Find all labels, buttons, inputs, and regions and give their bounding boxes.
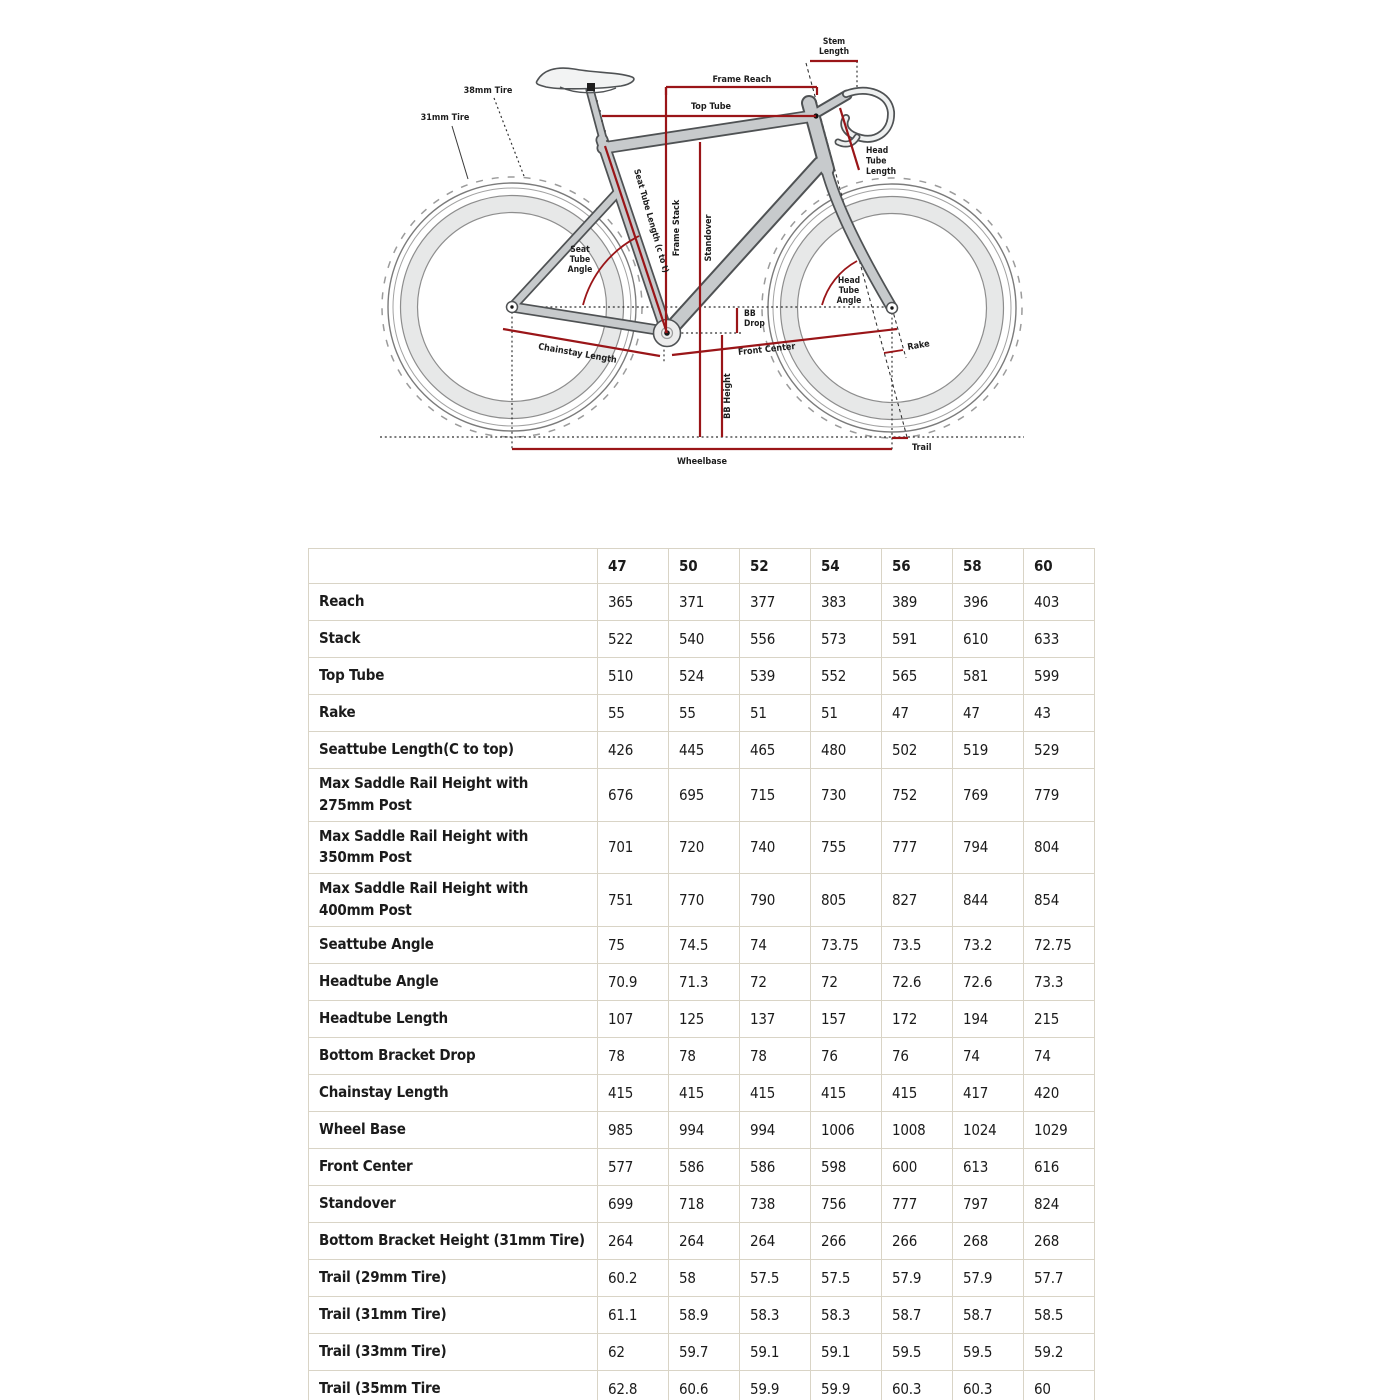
spec-value: 824 xyxy=(1024,1185,1095,1222)
spec-value: 57.7 xyxy=(1024,1259,1095,1296)
spec-value: 598 xyxy=(811,1148,882,1185)
spec-label: Reach xyxy=(309,584,598,621)
rear-hub xyxy=(507,302,518,313)
spec-value: 73.3 xyxy=(1024,963,1095,1000)
spec-value: 510 xyxy=(598,658,669,695)
spec-value: 720 xyxy=(669,821,740,874)
spec-value: 70.9 xyxy=(598,963,669,1000)
spec-value: 524 xyxy=(669,658,740,695)
table-row xyxy=(309,926,1095,963)
spec-label: Max Saddle Rail Height with 400mm Post xyxy=(309,874,598,927)
spec-value: 59.5 xyxy=(882,1333,953,1370)
spec-value: 718 xyxy=(669,1185,740,1222)
bb-drop-label: BB Drop xyxy=(744,309,765,329)
spec-label: Rake xyxy=(309,695,598,732)
head-tube-angle-label: Head Tube Angle xyxy=(836,276,862,306)
size-column-header: 56 xyxy=(882,549,953,584)
spec-value: 751 xyxy=(598,874,669,927)
spec-label: Standover xyxy=(309,1185,598,1222)
spec-label: Seattube Angle xyxy=(309,926,598,963)
spec-value: 72 xyxy=(811,963,882,1000)
spec-value: 752 xyxy=(882,769,953,822)
spec-value: 755 xyxy=(811,821,882,874)
spec-value: 794 xyxy=(953,821,1024,874)
spec-value: 71.3 xyxy=(669,963,740,1000)
spec-value: 701 xyxy=(598,821,669,874)
tire-38-label: 38mm Tire xyxy=(463,86,513,96)
spec-label: Trail (35mm Tire xyxy=(309,1370,598,1400)
spec-value: 57.5 xyxy=(811,1259,882,1296)
spec-value: 73.2 xyxy=(953,926,1024,963)
spec-value: 76 xyxy=(811,1037,882,1074)
spec-value: 804 xyxy=(1024,821,1095,874)
table-row xyxy=(309,695,1095,732)
spec-value: 172 xyxy=(882,1000,953,1037)
size-column-header: 47 xyxy=(598,549,669,584)
spec-value: 60.2 xyxy=(598,1259,669,1296)
spec-value: 613 xyxy=(953,1148,1024,1185)
table-row xyxy=(309,1148,1095,1185)
spec-value: 396 xyxy=(953,584,1024,621)
spec-value: 738 xyxy=(740,1185,811,1222)
spec-value: 59.2 xyxy=(1024,1333,1095,1370)
table-row xyxy=(309,1222,1095,1259)
spec-value: 75 xyxy=(598,926,669,963)
table-row xyxy=(309,769,1095,822)
spec-value: 599 xyxy=(1024,658,1095,695)
spec-value: 985 xyxy=(598,1111,669,1148)
spec-value: 740 xyxy=(740,821,811,874)
spec-label: Wheel Base xyxy=(309,1111,598,1148)
spec-value: 264 xyxy=(669,1222,740,1259)
head-tube-length-label: Head Tube Length xyxy=(866,146,897,177)
spec-value: 51 xyxy=(811,695,882,732)
spec-label: Chainstay Length xyxy=(309,1074,598,1111)
spec-label: Trail (33mm Tire) xyxy=(309,1333,598,1370)
frame-reach-line xyxy=(666,87,817,95)
spec-value: 215 xyxy=(1024,1000,1095,1037)
spec-value: 55 xyxy=(598,695,669,732)
front-center-label: Front Center xyxy=(737,342,796,358)
corner-cell xyxy=(309,549,598,584)
spec-value: 58.3 xyxy=(740,1296,811,1333)
seat-clamp xyxy=(587,83,595,91)
spec-value: 58.9 xyxy=(669,1296,740,1333)
spec-value: 415 xyxy=(811,1074,882,1111)
spec-value: 62.8 xyxy=(598,1370,669,1400)
spec-value: 827 xyxy=(882,874,953,927)
seat-tube-angle-label: Seat Tube Angle xyxy=(567,245,593,275)
spec-value: 59.9 xyxy=(740,1370,811,1400)
spec-value: 58 xyxy=(669,1259,740,1296)
spec-value: 43 xyxy=(1024,695,1095,732)
geometry-table-head xyxy=(309,549,1095,584)
spec-value: 790 xyxy=(740,874,811,927)
spec-value: 699 xyxy=(598,1185,669,1222)
spec-value: 610 xyxy=(953,621,1024,658)
spec-value: 60.3 xyxy=(882,1370,953,1400)
spec-value: 994 xyxy=(740,1111,811,1148)
spec-value: 844 xyxy=(953,874,1024,927)
spec-value: 777 xyxy=(882,1185,953,1222)
spec-label: Max Saddle Rail Height with 350mm Post xyxy=(309,821,598,874)
spec-value: 565 xyxy=(882,658,953,695)
spec-value: 268 xyxy=(1024,1222,1095,1259)
spec-value: 586 xyxy=(669,1148,740,1185)
spec-value: 695 xyxy=(669,769,740,822)
spec-value: 268 xyxy=(953,1222,1024,1259)
seat-tube-length-label: Seat Tube Length (c to t) xyxy=(631,168,671,275)
spec-value: 389 xyxy=(882,584,953,621)
spec-value: 73.75 xyxy=(811,926,882,963)
chainstay-length-label: Chainstay Length xyxy=(537,342,618,366)
saddle xyxy=(536,68,633,89)
spec-value: 573 xyxy=(811,621,882,658)
spec-value: 60.6 xyxy=(669,1370,740,1400)
spec-value: 415 xyxy=(740,1074,811,1111)
wheelbase-label: Wheelbase xyxy=(676,457,728,467)
spec-value: 74 xyxy=(740,926,811,963)
spec-value: 756 xyxy=(811,1185,882,1222)
spec-value: 58.7 xyxy=(953,1296,1024,1333)
spec-value: 403 xyxy=(1024,584,1095,621)
spec-value: 76 xyxy=(882,1037,953,1074)
spec-value: 74.5 xyxy=(669,926,740,963)
spec-value: 47 xyxy=(882,695,953,732)
spec-value: 57.9 xyxy=(953,1259,1024,1296)
table-row xyxy=(309,1333,1095,1370)
rake-label: Rake xyxy=(906,339,931,353)
rake-line xyxy=(884,350,903,353)
size-column-header: 52 xyxy=(740,549,811,584)
spec-value: 371 xyxy=(669,584,740,621)
spec-value: 540 xyxy=(669,621,740,658)
spec-value: 57.9 xyxy=(882,1259,953,1296)
spec-value: 616 xyxy=(1024,1148,1095,1185)
spec-value: 78 xyxy=(598,1037,669,1074)
standover-label: Standover xyxy=(704,214,714,262)
spec-value: 107 xyxy=(598,1000,669,1037)
spec-label: Seattube Length(C to top) xyxy=(309,732,598,769)
frame-reach-label: Frame Reach xyxy=(712,75,772,85)
spec-value: 78 xyxy=(740,1037,811,1074)
spec-value: 581 xyxy=(953,658,1024,695)
geometry-table xyxy=(308,548,1095,1400)
spec-value: 59.7 xyxy=(669,1333,740,1370)
spec-value: 194 xyxy=(953,1000,1024,1037)
table-row xyxy=(309,1000,1095,1037)
spec-value: 57.5 xyxy=(740,1259,811,1296)
bb-height-label: BB Height xyxy=(723,373,733,419)
spec-label: Headtube Angle xyxy=(309,963,598,1000)
spec-value: 72.75 xyxy=(1024,926,1095,963)
front-hub xyxy=(887,303,898,314)
spec-label: Front Center xyxy=(309,1148,598,1185)
spec-value: 365 xyxy=(598,584,669,621)
table-row xyxy=(309,658,1095,695)
spec-value: 994 xyxy=(669,1111,740,1148)
bike-diagram-svg xyxy=(0,0,1400,520)
spec-value: 1008 xyxy=(882,1111,953,1148)
spec-value: 854 xyxy=(1024,874,1095,927)
spec-value: 552 xyxy=(811,658,882,695)
spec-value: 125 xyxy=(669,1000,740,1037)
spec-value: 633 xyxy=(1024,621,1095,658)
spec-value: 715 xyxy=(740,769,811,822)
spec-value: 577 xyxy=(598,1148,669,1185)
spec-value: 777 xyxy=(882,821,953,874)
spec-value: 539 xyxy=(740,658,811,695)
spec-value: 137 xyxy=(740,1000,811,1037)
spec-value: 157 xyxy=(811,1000,882,1037)
spec-value: 769 xyxy=(953,769,1024,822)
spec-value: 522 xyxy=(598,621,669,658)
spec-value: 529 xyxy=(1024,732,1095,769)
spec-value: 266 xyxy=(811,1222,882,1259)
trail-label: Trail xyxy=(912,443,932,453)
spec-value: 586 xyxy=(740,1148,811,1185)
table-row xyxy=(309,963,1095,1000)
spec-value: 58.7 xyxy=(882,1296,953,1333)
spec-label: Max Saddle Rail Height with 275mm Post xyxy=(309,769,598,822)
size-column-header: 50 xyxy=(669,549,740,584)
spec-value: 502 xyxy=(882,732,953,769)
spec-label: Top Tube xyxy=(309,658,598,695)
spec-value: 415 xyxy=(669,1074,740,1111)
spec-value: 62 xyxy=(598,1333,669,1370)
spec-value: 480 xyxy=(811,732,882,769)
spec-label: Bottom Bracket Height (31mm Tire) xyxy=(309,1222,598,1259)
stem-length-label: Stem Length xyxy=(818,37,850,57)
spec-value: 779 xyxy=(1024,769,1095,822)
spec-value: 420 xyxy=(1024,1074,1095,1111)
size-column-header: 54 xyxy=(811,549,882,584)
spec-value: 600 xyxy=(882,1148,953,1185)
spec-value: 51 xyxy=(740,695,811,732)
spec-value: 74 xyxy=(1024,1037,1095,1074)
spec-value: 1029 xyxy=(1024,1111,1095,1148)
size-column-header: 60 xyxy=(1024,549,1095,584)
spec-value: 47 xyxy=(953,695,1024,732)
table-row xyxy=(309,732,1095,769)
spec-value: 60 xyxy=(1024,1370,1095,1400)
spec-value: 591 xyxy=(882,621,953,658)
table-row xyxy=(309,821,1095,874)
spec-value: 797 xyxy=(953,1185,1024,1222)
top-tube-label: Top Tube xyxy=(690,102,732,112)
spec-label: Headtube Length xyxy=(309,1000,598,1037)
spec-value: 1006 xyxy=(811,1111,882,1148)
spec-value: 417 xyxy=(953,1074,1024,1111)
spec-value: 465 xyxy=(740,732,811,769)
spec-value: 59.1 xyxy=(811,1333,882,1370)
spec-value: 445 xyxy=(669,732,740,769)
spec-value: 59.1 xyxy=(740,1333,811,1370)
spec-value: 556 xyxy=(740,621,811,658)
table-row xyxy=(309,1185,1095,1222)
spec-value: 730 xyxy=(811,769,882,822)
spec-value: 73.5 xyxy=(882,926,953,963)
spec-label: Trail (31mm Tire) xyxy=(309,1296,598,1333)
spec-value: 264 xyxy=(740,1222,811,1259)
construction-lines xyxy=(380,61,1024,450)
spec-value: 78 xyxy=(669,1037,740,1074)
spec-value: 60.3 xyxy=(953,1370,1024,1400)
table-row xyxy=(309,1074,1095,1111)
spec-value: 383 xyxy=(811,584,882,621)
spec-value: 770 xyxy=(669,874,740,927)
spec-value: 377 xyxy=(740,584,811,621)
geometry-table-body xyxy=(309,584,1095,1400)
spec-value: 676 xyxy=(598,769,669,822)
spec-value: 415 xyxy=(882,1074,953,1111)
table-row xyxy=(309,1296,1095,1333)
spec-value: 805 xyxy=(811,874,882,927)
spec-value: 72.6 xyxy=(953,963,1024,1000)
spec-label: Bottom Bracket Drop xyxy=(309,1037,598,1074)
spec-value: 72.6 xyxy=(882,963,953,1000)
table-row xyxy=(309,1111,1095,1148)
table-row xyxy=(309,874,1095,927)
table-row xyxy=(309,584,1095,621)
spec-label: Stack xyxy=(309,621,598,658)
spec-value: 415 xyxy=(598,1074,669,1111)
table-row xyxy=(309,1037,1095,1074)
spec-value: 519 xyxy=(953,732,1024,769)
spec-value: 58.5 xyxy=(1024,1296,1095,1333)
table-row xyxy=(309,621,1095,658)
spec-value: 72 xyxy=(740,963,811,1000)
frame-stack-label: Frame Stack xyxy=(672,199,682,257)
spec-value: 55 xyxy=(669,695,740,732)
size-header-row xyxy=(309,549,1095,584)
size-column-header: 58 xyxy=(953,549,1024,584)
spec-value: 1024 xyxy=(953,1111,1024,1148)
spec-value: 58.3 xyxy=(811,1296,882,1333)
table-row xyxy=(309,1370,1095,1400)
tire-31-label: 31mm Tire xyxy=(420,113,470,123)
spec-value: 266 xyxy=(882,1222,953,1259)
table-row xyxy=(309,1259,1095,1296)
spec-value: 59.5 xyxy=(953,1333,1024,1370)
spec-value: 264 xyxy=(598,1222,669,1259)
spec-label: Trail (29mm Tire) xyxy=(309,1259,598,1296)
spec-value: 61.1 xyxy=(598,1296,669,1333)
spec-value: 59.9 xyxy=(811,1370,882,1400)
bike-geometry-diagram xyxy=(0,0,1400,520)
spec-value: 426 xyxy=(598,732,669,769)
spec-value: 74 xyxy=(953,1037,1024,1074)
